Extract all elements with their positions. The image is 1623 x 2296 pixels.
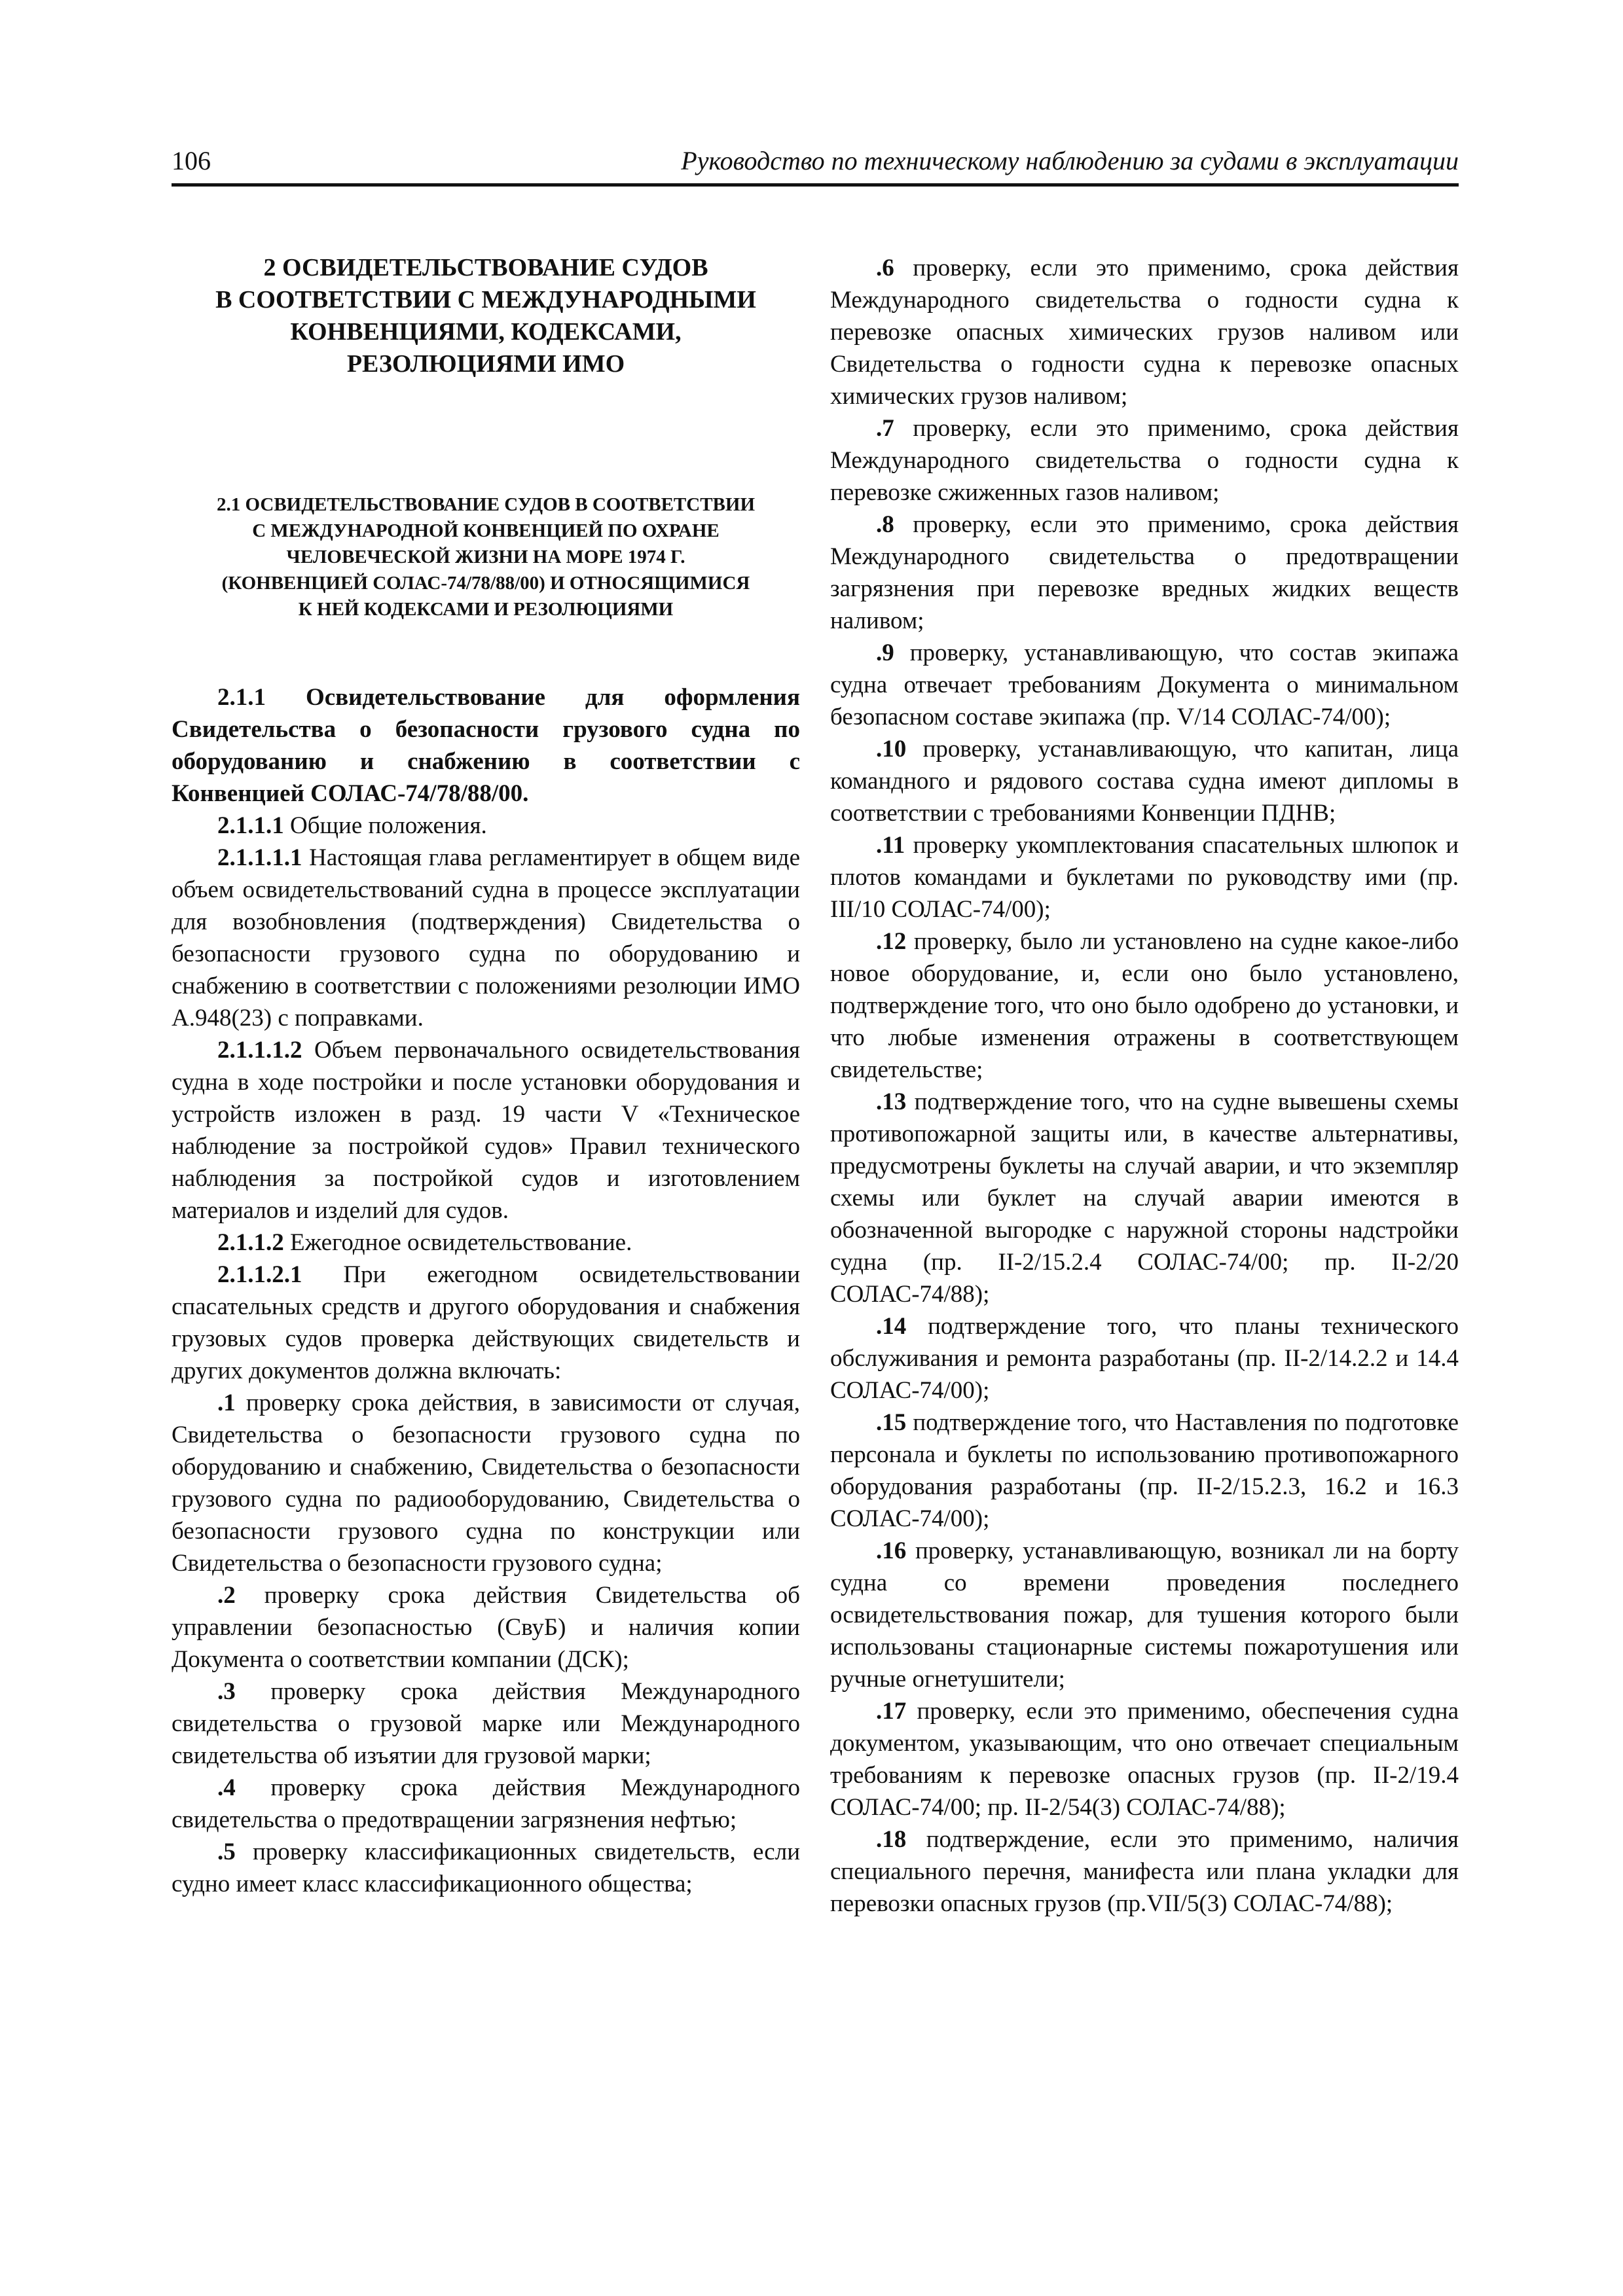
- list-item: [830, 509, 1459, 637]
- item-number: .5: [217, 1839, 236, 1865]
- section-heading-line: (КОНВЕНЦИЕЙ СОЛАС-74/78/88/00) И ОТНОСЯЩИМИСЯ: [221, 573, 750, 594]
- item-number: .2: [217, 1582, 236, 1609]
- item-text: проверку, устанавливающую, возникал ли на борту судна со времени проведения последнего освидетельствования пожар, для тушения которого были использованы стационарные системы пожаротушения или ручные огнетушители;: [830, 1537, 1459, 1693]
- clause-text: При ежегодном освидетельствовании спасательных средств и другого оборудования и снабжения грузовых судов проверка действующих свидетельств и других документов должна включать:: [172, 1261, 800, 1384]
- list-item: [172, 1836, 800, 1900]
- list-item: [172, 1387, 800, 1579]
- list-item: [830, 637, 1459, 733]
- item-text: проверку, если это применимо, срока действия Международного свидетельства о предотвращении загрязнения при перевозке вредных жидких веществ наливом;: [830, 511, 1459, 634]
- page-number: 106: [172, 146, 211, 175]
- item-number: .6: [876, 255, 894, 281]
- item-text: проверку срока действия Международного свидетельства о грузовой марке или Международного свидетельства об изъятии для грузовой марки;: [172, 1678, 800, 1769]
- list-item: [830, 1310, 1459, 1407]
- item-number: .9: [876, 639, 894, 666]
- item-text: проверку срока действия, в зависимости от случая, Свидетельства о безопасности грузового судна по оборудованию и снабжению, Свидетельства о безопасности грузового судна по радиооборудованию, Свидетельства о безопасности грузового судна по конструкции или Свидетельства о безопасности грузового судна;: [172, 1390, 800, 1577]
- chapter-heading-line: КОНВЕНЦИЯМИ, КОДЕКСАМИ,: [290, 318, 682, 346]
- chapter-heading: [172, 252, 800, 380]
- section-heading-line: К НЕЙ КОДЕКСАМИ И РЕЗОЛЮЦИЯМИ: [298, 599, 674, 620]
- item-number: .8: [876, 511, 894, 538]
- item-number: .3: [217, 1678, 236, 1705]
- paragraph: [172, 810, 800, 842]
- subsection-heading: 2.1.1 Освидетельствование для оформления Свидетельства о безопасности грузового судна по оборудованию и снабжению в соответствии с Конвенцией СОЛАС-74/78/88/00.: [172, 684, 800, 807]
- item-number: .7: [876, 415, 894, 442]
- clause-number: 2.1.1.1.2: [217, 1037, 302, 1064]
- section-heading-line: С МЕЖДУНАРОДНОЙ КОНВЕНЦИЕЙ ПО ОХРАНЕ: [252, 520, 720, 541]
- clause-number: 2.1.1.1: [217, 812, 284, 839]
- left-column: [172, 252, 800, 1900]
- paragraph: [172, 1227, 800, 1259]
- list-item: [830, 412, 1459, 509]
- chapter-heading-line: В СООТВЕТСТВИИ С МЕЖДУНАРОДНЫМИ: [215, 286, 756, 314]
- item-number: .16: [876, 1537, 907, 1564]
- list-item: [830, 1823, 1459, 1920]
- list-item: [172, 1579, 800, 1676]
- section-heading-line: ЧЕЛОВЕЧЕСКОЙ ЖИЗНИ НА МОРЕ 1974 Г.: [286, 547, 685, 567]
- item-number: .15: [876, 1409, 907, 1436]
- item-number: .13: [876, 1088, 907, 1115]
- item-number: .10: [876, 736, 907, 762]
- chapter-heading-line: РЕЗОЛЮЦИЯМИ ИМО: [346, 350, 625, 378]
- list-item: [830, 829, 1459, 925]
- chapter-heading-line: 2 ОСВИДЕТЕЛЬСТВОВАНИЕ СУДОВ: [263, 254, 708, 281]
- section-heading: [172, 492, 800, 622]
- item-number: .4: [217, 1774, 236, 1801]
- list-item: [830, 1535, 1459, 1695]
- page-header: [172, 145, 1459, 187]
- item-text: подтверждение того, что на судне вывешены схемы противопожарной защиты или, в качестве альтернативы, предусмотрены буклеты на случай аварии, и что экземпляр схемы или буклет на случай аварии имеются в обозначенной выгородке с наружной стороны надстройки судна (пр. II-2/15.2.4 СОЛАС-74/00; пр. II-2/20 СОЛАС-74/88);: [830, 1088, 1459, 1308]
- section-heading-line: 2.1 ОСВИДЕТЕЛЬСТВОВАНИЕ СУДОВ В СООТВЕТСТВИИ: [216, 494, 756, 515]
- running-title: Руководство по техническому наблюдению за судами в эксплуатации: [681, 146, 1459, 175]
- clause-text: Общие положения.: [283, 812, 487, 839]
- item-text: проверку, если это применимо, срока действия Международного свидетельства о годности судна к перевозке опасных химических грузов наливом или Свидетельства о годности судна к перевозке опасных химических грузов наливом;: [830, 255, 1459, 410]
- list-item: [830, 252, 1459, 412]
- right-column: [830, 252, 1459, 1920]
- item-text: проверку, если это применимо, обеспечения судна документом, указывающим, что оно отвечает специальным требованиям к перевозке опасных грузов (пр. II-2/19.4 СОЛАС-74/00; пр. II-2/54(3) СОЛАС-74/88);: [830, 1698, 1459, 1821]
- clause-text: Объем первоначального освидетельствования судна в ходе постройки и после установки оборудования и устройств изложен в разд. 19 части V «Техническое наблюдение за постройкой судов» Правил технического наблюдения за постройкой судов и изготовлением материалов и изделий для судов.: [172, 1037, 800, 1224]
- item-text: проверку, если это применимо, срока действия Международного свидетельства о годности судна к перевозке сжиженных газов наливом;: [830, 415, 1459, 506]
- clause-number: 2.1.1.2.1: [217, 1261, 302, 1288]
- item-text: проверку, устанавливающую, что капитан, лица командного и рядового состава судна имеют дипломы в соответствии с требованиями Конвенции ПДНВ;: [830, 736, 1459, 827]
- item-text: проверку срока действия Международного свидетельства о предотвращении загрязнения нефтью;: [172, 1774, 800, 1833]
- list-item: [830, 1086, 1459, 1310]
- paragraph: [172, 1259, 800, 1387]
- paragraph: [172, 842, 800, 1034]
- item-text: подтверждение, если это применимо, наличия специального перечня, манифеста или плана укладки для перевозки опасных грузов (пр.VII/5(3) СОЛАС-74/88);: [830, 1826, 1459, 1917]
- clause-number: 2.1.1.2: [217, 1229, 284, 1256]
- list-item: [830, 1407, 1459, 1535]
- list-item: [830, 925, 1459, 1086]
- item-number: .1: [217, 1390, 236, 1416]
- clause-number: 2.1.1.1.1: [217, 844, 302, 871]
- item-text: проверку, было ли установлено на судне какое-либо новое оборудование, и, если оно было установлено, подтверждение того, что оно было одобрено до установки, и что любые изменения отражены в соответствующем свидетельстве;: [830, 928, 1459, 1083]
- item-number: .14: [876, 1313, 907, 1340]
- item-number: .12: [876, 928, 907, 955]
- list-item: [830, 1695, 1459, 1823]
- paragraph: [172, 1034, 800, 1227]
- item-text: проверку срока действия Свидетельства об управлении безопасностью (СвуБ) и наличия копии Документа о соответствии компании (ДСК);: [172, 1582, 800, 1673]
- list-item: [172, 1772, 800, 1836]
- item-text: проверку классификационных свидетельств, если судно имеет класс классификационного общества;: [172, 1839, 800, 1897]
- clause-text: Настоящая глава регламентирует в общем виде объем освидетельствований судна в процессе эксплуатации для возобновления (подтверждения) Свидетельства о безопасности грузового судна по оборудованию и снабжению в соответствии с положениями резолюции ИМО А.948(23) с поправками.: [172, 844, 800, 1031]
- item-number: .17: [876, 1698, 907, 1725]
- item-text: проверку, устанавливающую, что состав экипажа судна отвечает требованиям Документа о минимальном безопасном составе экипажа (пр. V/14 СОЛАС-74/00);: [830, 639, 1459, 730]
- item-number: .18: [876, 1826, 907, 1853]
- clause-text: Ежегодное освидетельствование.: [283, 1229, 632, 1256]
- item-text: подтверждение того, что Наставления по подготовке персонала и буклеты по использованию противопожарного оборудования разработаны (пр. II-2/15.2.3, 16.2 и 16.3 СОЛАС-74/00);: [830, 1409, 1459, 1532]
- list-item: [830, 733, 1459, 829]
- item-text: проверку укомплектования спасательных шлюпок и плотов командами и буклетами по руководству ими (пр. III/10 СОЛАС-74/00);: [830, 832, 1459, 923]
- item-number: .11: [876, 832, 905, 859]
- item-text: подтверждение того, что планы технического обслуживания и ремонта разработаны (пр. II-2/14.2.2 и 14.4 СОЛАС-74/00);: [830, 1313, 1459, 1404]
- list-item: [172, 1676, 800, 1772]
